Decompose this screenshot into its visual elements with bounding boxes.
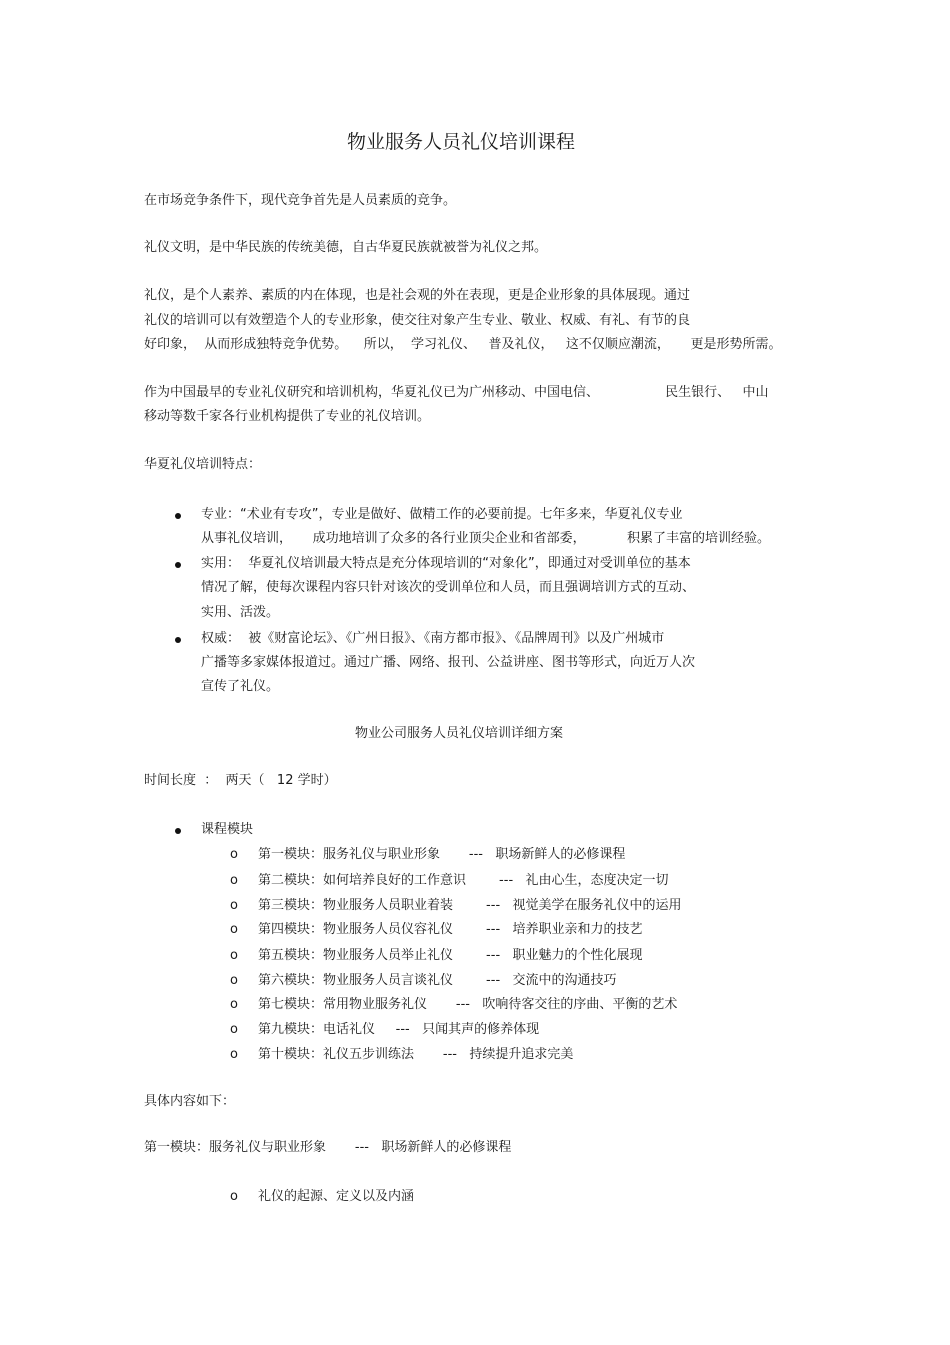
intro-paragraph-4-line-2: 移动等数千家各行业机构提供了专业的礼仪培训。 [144, 409, 431, 424]
intro-paragraph-2: 礼仪文明，是中华民族的传统美德，自古华夏民族就被誉为礼仪之邦。 [144, 240, 548, 255]
sub-bullet-icon: o [230, 1022, 238, 1037]
module-item: 第七模块：常用物业服务礼仪 --- 吹响待客交往的序曲、平衡的艺术 [258, 997, 678, 1012]
modules-label: 课程模块 [201, 822, 254, 837]
sub-bullet-icon: o [230, 1189, 238, 1204]
sub-bullet-icon: o [230, 973, 238, 988]
module-item: 第十模块：礼仪五步训练法 --- 持续提升追求完美 [258, 1047, 574, 1062]
module-item: 第二模块：如何培养良好的工作意识 --- 礼由心生，态度决定一切 [258, 873, 669, 888]
module-item: 第五模块：物业服务人员举止礼仪 --- 职业魅力的个性化展现 [258, 948, 643, 963]
feature-line: 专业：“术业有专攻”，专业是做好、做精工作的必要前提。七年多来，华夏礼仪专业 [201, 507, 683, 522]
details-heading: 具体内容如下： [144, 1094, 236, 1109]
feature-line: 宣传了礼仪。 [201, 679, 280, 694]
intro-paragraph-1: 在市场竞争条件下，现代竞争首先是人员素质的竞争。 [144, 193, 457, 208]
sub-bullet-icon: o [230, 1047, 238, 1062]
module-1-heading: 第一模块：服务礼仪与职业形象 --- 职场新鲜人的必修课程 [144, 1140, 512, 1155]
bullet-dot-icon [175, 828, 181, 834]
intro-paragraph-3-line-1: 礼仪，是个人素养、素质的内在体现，也是社会观的外在表现，更是企业形象的具体展现。通过 [144, 288, 691, 303]
plan-heading: 物业公司服务人员礼仪培训详细方案 [354, 726, 563, 741]
feature-line: 广播等多家媒体报道过。通过广播、网络、报刊、公益讲座、图书等形式，向近万人次 [201, 655, 696, 670]
module-item: 第四模块：物业服务人员仪容礼仪 --- 培养职业亲和力的技艺 [258, 922, 643, 937]
intro-paragraph-3-line-2: 礼仪的培训可以有效塑造个人的专业形象，使交往对象产生专业、敬业、权威、有礼、有节的良 [144, 313, 691, 328]
sub-bullet-icon: o [230, 948, 238, 963]
sub-bullet-icon: o [230, 922, 238, 937]
bullet-dot-icon [175, 562, 181, 568]
module-item: 第一模块：服务礼仪与职业形象 --- 职场新鲜人的必修课程 [258, 847, 626, 862]
feature-line: 实用： 华夏礼仪培训最大特点是充分体现培训的“对象化”，即通过对受训单位的基本 [201, 556, 691, 571]
bullet-dot-icon [175, 513, 181, 519]
feature-line: 权威： 被《财富论坛》、《广州日报》、《南方都市报》、《品牌周刊》以及广州城市 [201, 631, 665, 646]
sub-bullet-icon: o [230, 847, 238, 862]
bullet-dot-icon [175, 637, 181, 643]
feature-line: 情况了解，使每次课程内容只针对该次的受训单位和人员，而且强调培训方式的互动、 [201, 580, 696, 595]
document-title: 物业服务人员礼仪培训课程 [346, 131, 575, 153]
module-item: 第九模块：电话礼仪 --- 只闻其声的修养体现 [258, 1022, 540, 1037]
intro-paragraph-3-line-3: 好印象， 从而形成独特竞争优势。 所以， 学习礼仪、 普及礼仪， 这不仅顺应潮流， 更是形势所需。 [144, 337, 782, 352]
feature-line: 实用、活泼。 [201, 605, 280, 620]
intro-paragraph-4-line-1: 作为中国最早的专业礼仪研究和培训机构，华夏礼仪已为广州移动、中国电信、 民生银行、 中山 [144, 385, 769, 400]
module-item: 第六模块：物业服务人员言谈礼仪 --- 交流中的沟通技巧 [258, 973, 617, 988]
duration-line: 时间长度 ： 两天（ 12 学时） [144, 773, 337, 788]
sub-bullet-icon: o [230, 898, 238, 913]
module-1-item: 礼仪的起源、定义以及内涵 [258, 1189, 415, 1204]
feature-line: 从事礼仪培训， 成功地培训了众多的各行业顶尖企业和省部委， 积累了丰富的培训经验。 [201, 531, 770, 546]
sub-bullet-icon: o [230, 997, 238, 1012]
features-heading: 华夏礼仪培训特点： [144, 457, 262, 472]
sub-bullet-icon: o [230, 873, 238, 888]
module-item: 第三模块：物业服务人员职业着装 --- 视觉美学在服务礼仪中的运用 [258, 898, 682, 913]
